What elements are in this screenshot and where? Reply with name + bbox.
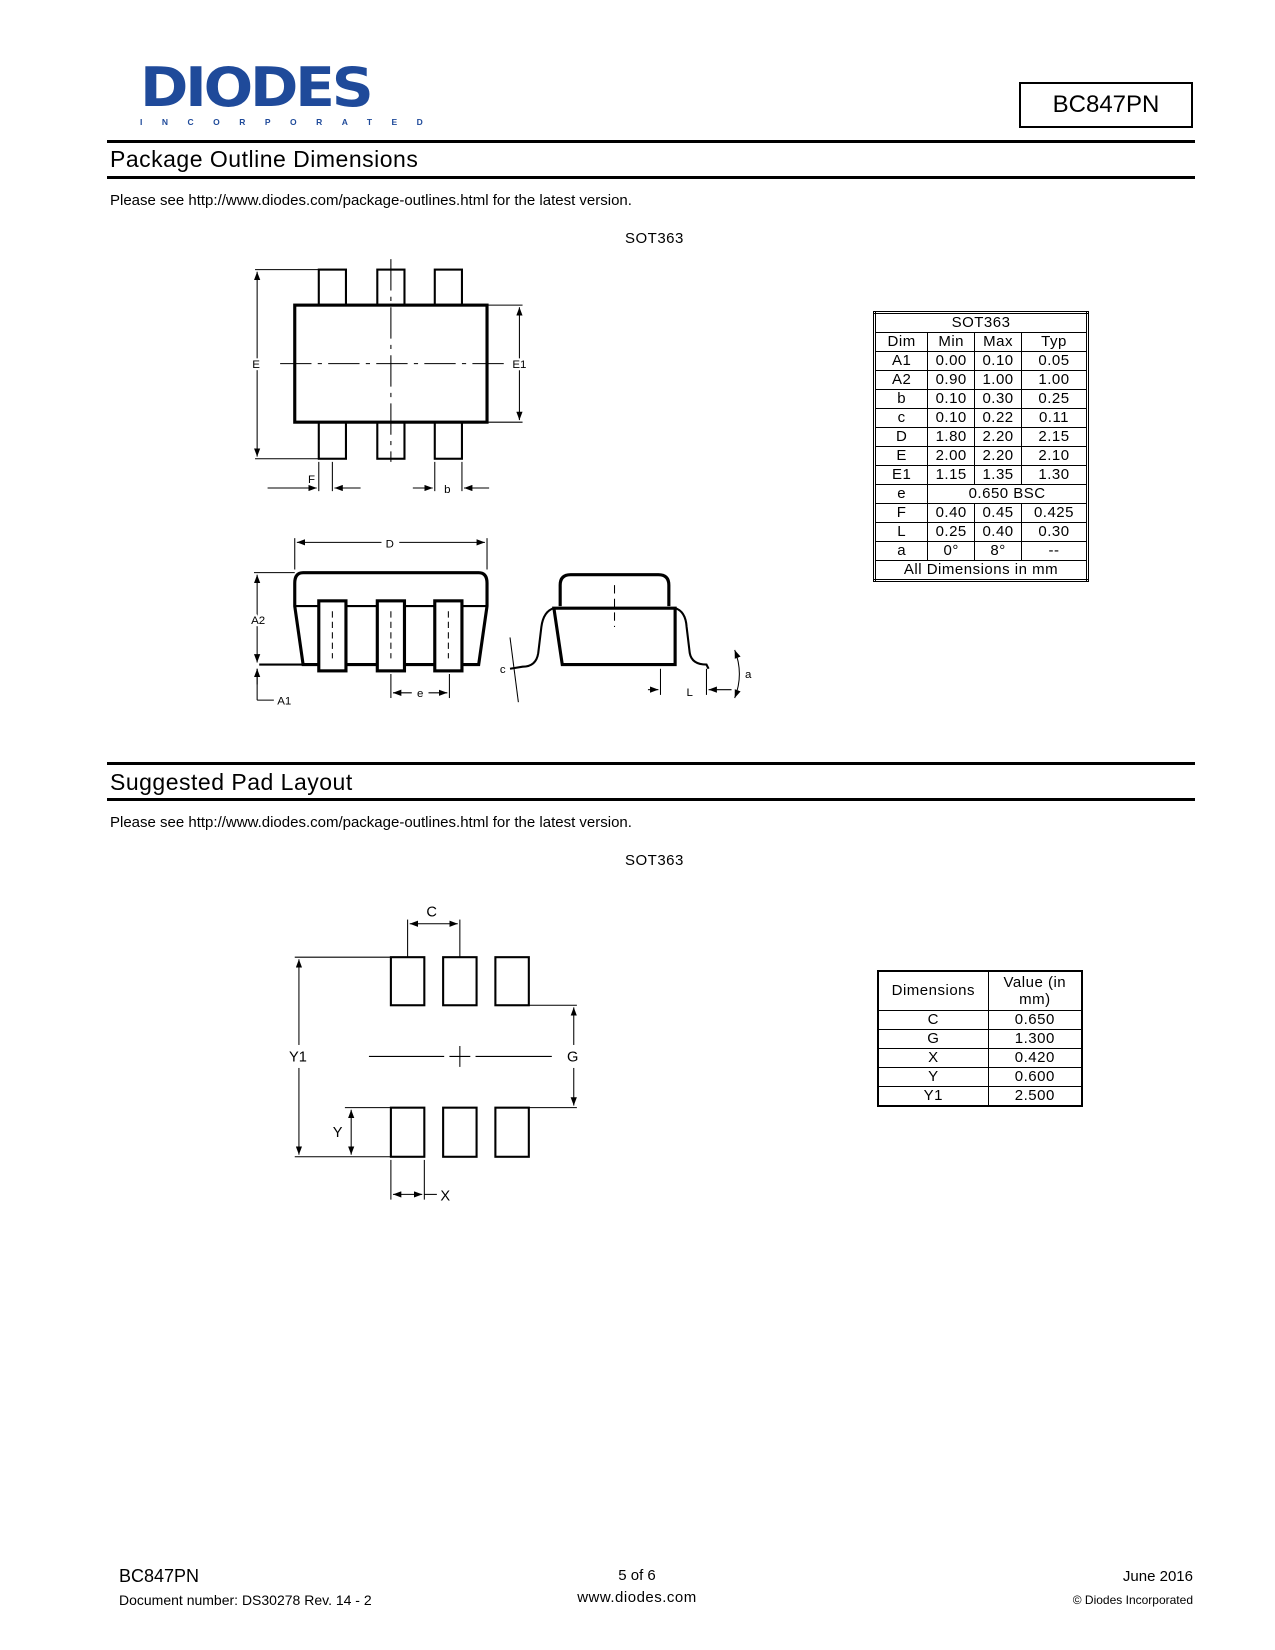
- dim-label-b: b: [444, 484, 451, 497]
- value-cell: --: [1021, 542, 1087, 561]
- footer-part-number: BC847PN: [119, 1566, 200, 1586]
- dim-cell: E1: [875, 466, 928, 485]
- pad-label-G: G: [567, 1049, 579, 1066]
- header-cell: Dim: [875, 333, 928, 352]
- value-cell: 0.30: [975, 390, 1022, 409]
- footer-date: June 2016: [1122, 1568, 1193, 1585]
- value-cell: 0.11: [1021, 409, 1087, 428]
- end-view: [510, 575, 739, 702]
- dim-cell: Y: [878, 1068, 988, 1087]
- dim-label-L: L: [686, 686, 693, 699]
- value-cell: 8°: [975, 542, 1022, 561]
- header-cell: Max: [975, 333, 1022, 352]
- dim-cell: c: [875, 409, 928, 428]
- footer-copyright: © Diodes Incorporated: [1072, 1593, 1193, 1607]
- value-cell: 1.15: [928, 466, 975, 485]
- package-name: SOT363: [625, 230, 684, 247]
- footer-page: 5 of 6: [618, 1567, 656, 1584]
- dim-cell: b: [875, 390, 928, 409]
- value-cell: 1.00: [1021, 371, 1087, 390]
- value-cell: 1.35: [975, 466, 1022, 485]
- header-cell: Min: [928, 333, 975, 352]
- part-number-box: BC847PN: [1019, 82, 1193, 128]
- value-cell: 0.45: [975, 504, 1022, 523]
- dim-cell: a: [875, 542, 928, 561]
- value-cell: 2.10: [1021, 447, 1087, 466]
- value-cell: 0.05: [1021, 352, 1087, 371]
- dim-cell: D: [875, 428, 928, 447]
- dim-cell: e: [875, 485, 928, 504]
- value-cell: 0.22: [975, 409, 1022, 428]
- dim-cell: Y1: [878, 1087, 988, 1107]
- header-cell: Dimensions: [878, 971, 988, 1011]
- value-cell: 1.30: [1021, 466, 1087, 485]
- value-cell: 0.25: [928, 523, 975, 542]
- dim-cell: X: [878, 1049, 988, 1068]
- section-title-pad-layout: Suggested Pad Layout: [110, 769, 353, 795]
- table-footer: All Dimensions in mm: [875, 561, 1088, 581]
- pad-layout-drawing: [295, 920, 577, 1200]
- dim-label-A1: A1: [277, 695, 292, 708]
- header-cell: Typ: [1021, 333, 1087, 352]
- value-cell: 1.300: [988, 1030, 1082, 1049]
- value-cell: 0.10: [928, 390, 975, 409]
- dim-cell: A2: [875, 371, 928, 390]
- value-cell: 0.40: [928, 504, 975, 523]
- dim-label-E1: E1: [512, 358, 527, 371]
- value-cell: 1.80: [928, 428, 975, 447]
- logo-subtext: INCORPORATED: [140, 117, 443, 127]
- dim-cell: G: [878, 1030, 988, 1049]
- value-cell: 0.90: [928, 371, 975, 390]
- top-view: [255, 259, 523, 491]
- dim-cell: A1: [875, 352, 928, 371]
- value-cell: 0.10: [975, 352, 1022, 371]
- dim-cell: E: [875, 447, 928, 466]
- package-name: SOT363: [625, 852, 684, 869]
- footer-website[interactable]: www.diodes.com: [577, 1589, 697, 1606]
- dim-label-D: D: [385, 538, 394, 551]
- side-view: [254, 538, 487, 700]
- dim-cell: C: [878, 1011, 988, 1030]
- value-cell: 0.425: [1021, 504, 1087, 523]
- value-cell: 0°: [928, 542, 975, 561]
- value-cell: 0.00: [928, 352, 975, 371]
- value-cell: 2.20: [975, 447, 1022, 466]
- dim-label-F: F: [307, 473, 315, 486]
- dim-cell: F: [875, 504, 928, 523]
- table-title: SOT363: [875, 313, 1088, 333]
- dim-label-a: a: [745, 669, 752, 682]
- pad-label-C: C: [426, 904, 437, 921]
- footer-doc-number: Document number: DS30278 Rev. 14 - 2: [119, 1592, 372, 1608]
- value-cell: 2.00: [928, 447, 975, 466]
- section-title-package-outline: Package Outline Dimensions: [110, 146, 419, 172]
- value-cell: 0.25: [1021, 390, 1087, 409]
- value-cell: 1.00: [975, 371, 1022, 390]
- pad-label-X: X: [440, 1188, 451, 1205]
- dim-label-A2: A2: [251, 614, 266, 627]
- package-outline-note: Please see http://www.diodes.com/package-outlines.html for the latest version.: [110, 192, 632, 209]
- value-cell: 0.600: [988, 1068, 1082, 1087]
- header-cell: Value (in mm): [988, 971, 1082, 1011]
- pad-layout-note: Please see http://www.diodes.com/package-outlines.html for the latest version.: [110, 814, 632, 831]
- pad-label-Y: Y: [332, 1124, 343, 1141]
- dim-label-E: E: [252, 358, 260, 371]
- value-cell: 0.10: [928, 409, 975, 428]
- value-cell: 0.650 BSC: [928, 485, 1088, 504]
- value-cell: 2.20: [975, 428, 1022, 447]
- dim-cell: L: [875, 523, 928, 542]
- dim-label-c: c: [499, 663, 506, 676]
- logo-text: DIODES: [140, 56, 371, 119]
- value-cell: 0.40: [975, 523, 1022, 542]
- value-cell: 2.500: [988, 1087, 1082, 1107]
- value-cell: 2.15: [1021, 428, 1087, 447]
- pad-label-Y1: Y1: [288, 1049, 307, 1066]
- value-cell: 0.30: [1021, 523, 1087, 542]
- value-cell: 0.420: [988, 1049, 1082, 1068]
- dim-label-e: e: [416, 687, 424, 700]
- value-cell: 0.650: [988, 1011, 1082, 1030]
